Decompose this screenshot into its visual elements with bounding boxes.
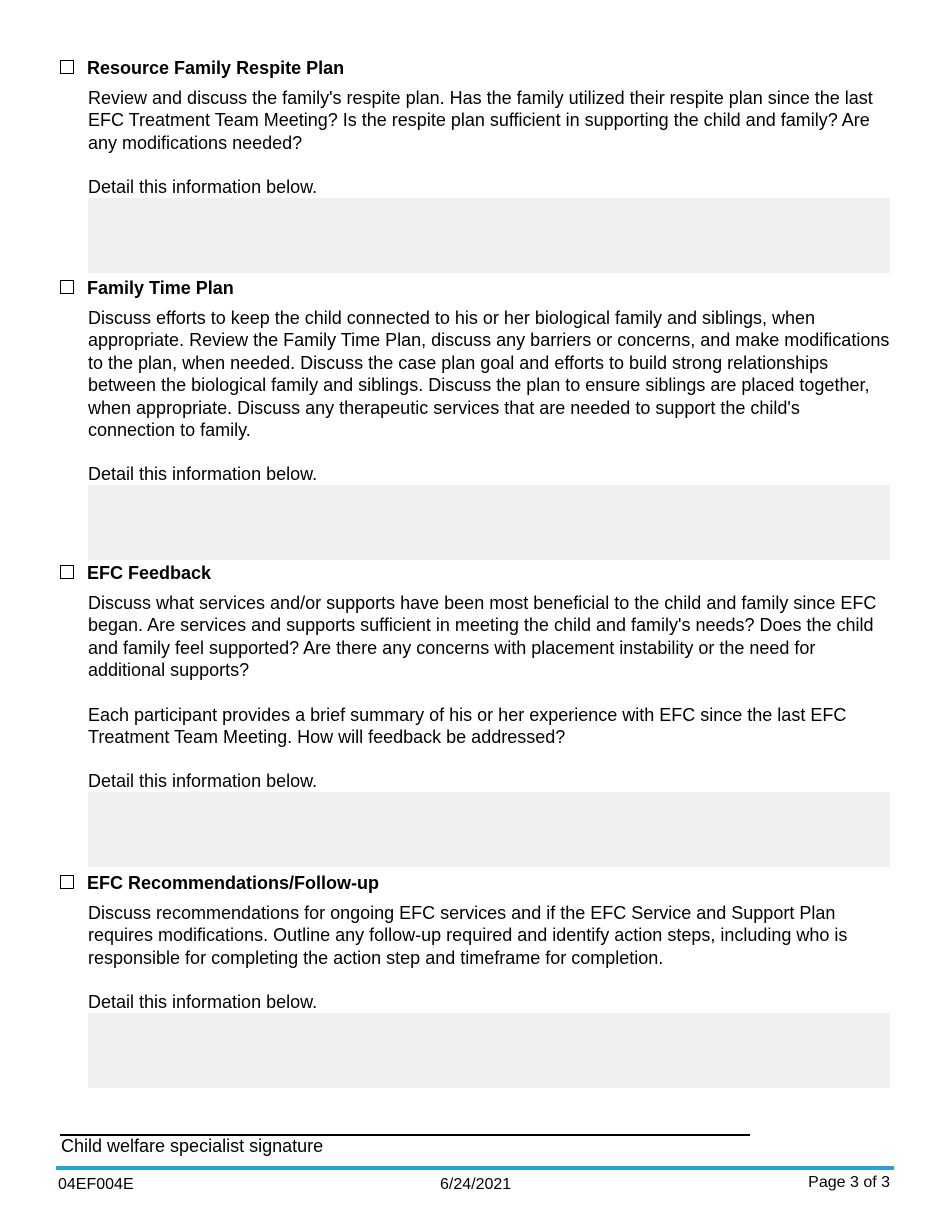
family-time-plan-title: Family Time Plan [87,278,234,298]
section-family-time-plan [60,277,890,560]
respite-plan-description: Review and discuss the family's respite plan. Has the family utilized their respite plan since the last EFC Treatment Team Meeting? Is the respite plan sufficient in supporting the child and family? Are any modifications needed? [88,88,873,153]
section-efc-feedback [60,562,890,867]
respite-plan-detail-label: Detail this information below. [88,177,318,198]
signature-label: Child welfare specialist signature [61,1136,324,1156]
efc-recommendations-detail-label: Detail this information below. [88,992,318,1013]
family-time-plan-detail-field[interactable] [88,485,890,560]
efc-feedback-description-2: Each participant provides a brief summary of his or her experience with EFC since the last EFC Treatment Team Meeting. How will feedback be addressed? [88,704,847,748]
respite-plan-checkbox[interactable] [60,60,74,74]
efc-feedback-title: EFC Feedback [87,563,212,583]
efc-recommendations-detail-field[interactable] [88,1013,890,1088]
family-time-plan-checkbox[interactable] [60,280,74,294]
efc-feedback-description: Discuss what services and/or supports have been most beneficial to the child and family since EFC began. Are services and supports sufficient in meeting the child and family's needs? Does the child and family feel supported? Are there any concerns with placement instability or the need for additional supports? [88,593,877,681]
footer-rule [56,1166,894,1170]
efc-feedback-detail-field[interactable] [88,792,890,867]
efc-feedback-detail-label: Detail this information below. [88,771,318,792]
section-efc-recommendations [60,872,890,1088]
family-time-plan-detail-label: Detail this information below. [88,464,318,485]
page-number: Page 3 of 3 [808,1174,890,1191]
efc-feedback-checkbox[interactable] [60,565,74,579]
form-number: 04EF004E [58,1176,134,1193]
respite-plan-title: Resource Family Respite Plan [87,58,345,78]
respite-plan-detail-field[interactable] [88,198,890,273]
efc-recommendations-title: EFC Recommendations/Follow-up [87,873,380,893]
form-date: 6/24/2021 [440,1176,512,1193]
efc-recommendations-description: Discuss recommendations for ongoing EFC services and if the EFC Service and Support Plan requires modifications. Outline any follow-up required and identify action steps, including who is responsible for completing the action step and timeframe for completion. [88,903,848,968]
efc-recommendations-checkbox[interactable] [60,875,74,889]
family-time-plan-description: Discuss efforts to keep the child connected to his or her biological family and siblings, when appropriate. Review the Family Time Plan, discuss any barriers or concerns, and make modifications to the plan, when needed. Discuss the case plan goal and efforts to build strong relationships between the biological family and siblings. Discuss the plan to ensure siblings are placed together, when appropriate. Discuss any therapeutic services that are needed to support the child's connection to family. [88,308,890,441]
section-respite-plan [60,57,890,273]
